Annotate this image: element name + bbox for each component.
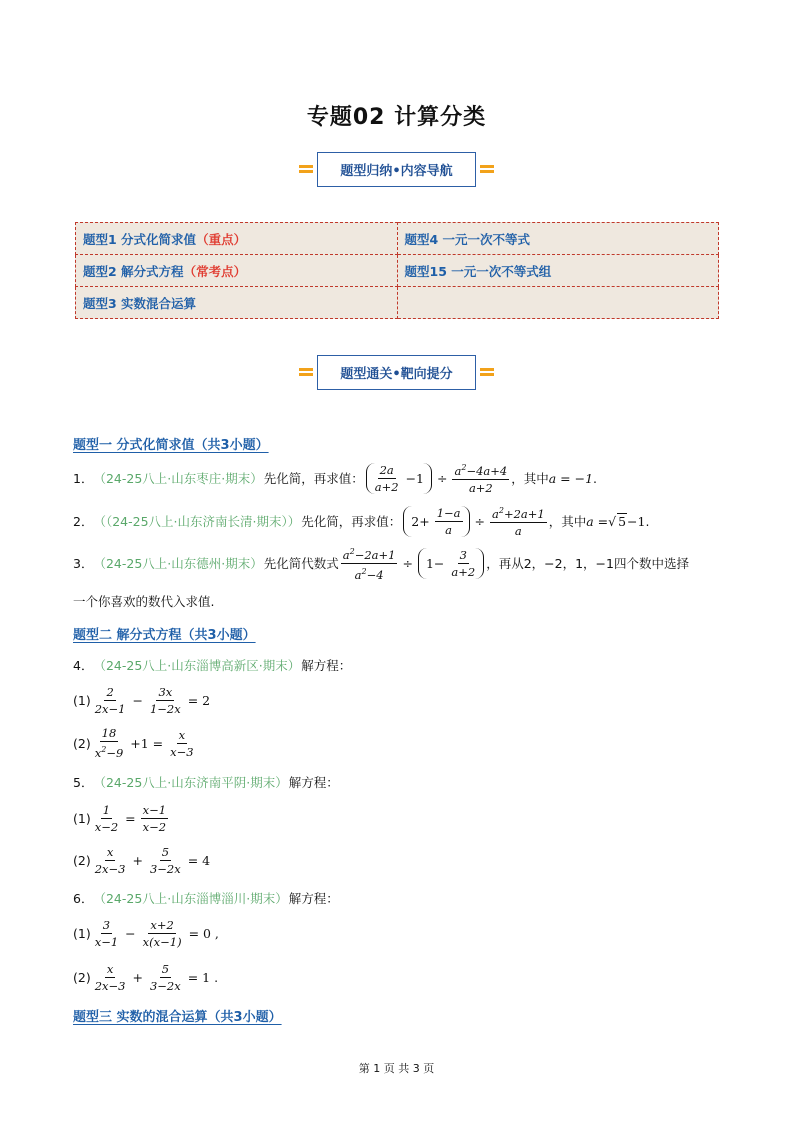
decoration-icon <box>299 366 313 380</box>
frequent-tag: （常考点） <box>183 263 247 279</box>
question-6-part-2: (2) $\frac{x}{2x-3}$ + $\frac{5}{3-2x}$ = 1 . <box>73 961 219 993</box>
question-3-continued: 一个你喜欢的数代入求值. <box>73 594 215 609</box>
question-3: 3． （24-25八上·山东德州·期末） 先化简代数式 $\frac{a^2-2a+1}{a^2-4}$ ÷ 1− $\frac{3}{a+2}$ ，再从2，−2，1，−1四个数中选择 <box>73 546 689 582</box>
practice-banner-label: 题型通关•靶向提分 <box>340 367 453 382</box>
question-5: 5． （24-25八上·山东济南平阴·期末） 解方程： <box>73 775 339 790</box>
nav-banner <box>0 152 793 187</box>
nav-banner-label: 题型归纳•内容导航 <box>340 164 453 179</box>
nav-cell-topic3[interactable]: 题型3 实数混合运算 <box>76 287 398 319</box>
decoration-icon <box>299 163 313 177</box>
question-source: （24-25八上·山东淄博高新区·期末） <box>93 658 301 673</box>
key-point-tag: （重点） <box>196 231 247 247</box>
page-footer: 第 1 页 共 3 页 <box>358 1062 435 1075</box>
decoration-icon <box>480 366 494 380</box>
question-5-part-2: (2) $\frac{x}{2x-3}$ + $\frac{5}{3-2x}$ = 4 <box>73 844 211 876</box>
question-source: （（24-25八上·山东济南长清·期末）） <box>93 514 301 529</box>
question-4-part-1: (1) $\frac{2}{2x-1}$ − $\frac{3x}{1-2x}$ = 2 <box>73 684 211 716</box>
question-source: （24-25八上·山东枣庄·期末） <box>93 471 263 486</box>
question-2: 2． （（24-25八上·山东济南长清·期末）） 先化简，再求值： 2+ $\frac{1-a}{a}$ ÷ $\frac{a^2+2a+1}{a}$ ，其中 a = √ 5 −1 . <box>73 505 650 538</box>
section-heading-1[interactable]: 题型一 分式化简求值（共3小题） <box>73 438 269 453</box>
question-1: 1． （24-25八上·山东枣庄·期末） 先化简，再求值： $\frac{2a}{a+2}$ −1 ÷ $\frac{a^2-4a+4}{a+2}$ ，其中 a = −1 . <box>73 462 598 495</box>
section-heading-2[interactable]: 题型二 解分式方程（共3小题） <box>73 628 256 643</box>
question-4: 4． （24-25八上·山东淄博高新区·期末） 解方程： <box>73 658 352 673</box>
question-6-part-1: (1) $\frac{3}{x-1}$ − $\frac{x+2}{x(x-1)}$ = 0 , <box>73 917 219 949</box>
topic-nav-table <box>75 222 719 319</box>
practice-banner <box>0 355 793 390</box>
question-5-part-1: (1) $\frac{1}{x-2}$ = $\frac{x-1}{x-2}$ <box>73 802 167 834</box>
question-source: （24-25八上·山东德州·期末） <box>93 556 263 571</box>
nav-cell-topic1[interactable]: 题型1 分式化简求值（重点） <box>76 223 398 255</box>
question-source: （24-25八上·山东淄博淄川·期末） <box>93 891 288 906</box>
nav-cell-topic15[interactable]: 题型15 一元一次不等式组 <box>397 255 719 287</box>
nav-cell-topic2[interactable]: 题型2 解分式方程（常考点） <box>76 255 398 287</box>
nav-cell-empty <box>397 287 719 319</box>
decoration-icon <box>480 163 494 177</box>
question-source: （24-25八上·山东济南平阴·期末） <box>93 775 288 790</box>
nav-cell-topic4[interactable]: 题型4 一元一次不等式 <box>397 223 719 255</box>
question-6: 6． （24-25八上·山东淄博淄川·期末） 解方程： <box>73 891 339 906</box>
question-4-part-2: (2) $\frac{18}{x^2-9}$ +1 = $\frac{x}{x-3}$ <box>73 726 194 760</box>
page-title: 专题02 计算分类 <box>306 105 487 130</box>
section-heading-3[interactable]: 题型三 实数的混合运算（共3小题） <box>73 1010 282 1025</box>
